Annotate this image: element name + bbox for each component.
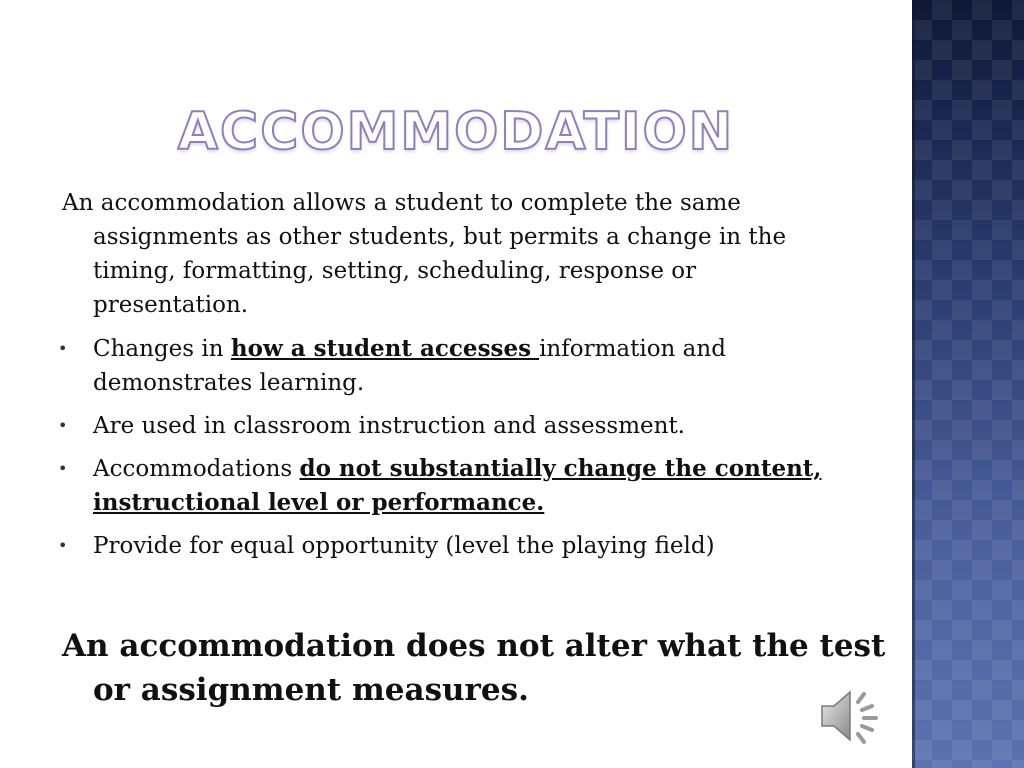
bullet-emphasis: do not substantially change the content, instructional level or performance. [93, 455, 822, 516]
closing-statement: An accommodation does not alter what the test or assignment measures. [62, 628, 886, 708]
speaker-icon[interactable] [818, 684, 886, 748]
bullet-emphasis: how a student accesses [230, 335, 540, 362]
bullet-text: Accommodations [93, 456, 300, 482]
bullet-dot: • [58, 536, 68, 555]
bullet-text-post: information and demonstrates learning. [93, 336, 726, 396]
decorative-sidebar [912, 0, 1024, 768]
bullet-text: Are used in classroom instruction and assessment. [93, 413, 685, 439]
sidebar-pattern [912, 0, 1024, 768]
bullet-item-3 [58, 452, 852, 520]
slide-title: ACCOMMODATION [177, 102, 735, 162]
bullet-text: Provide for equal opportunity (level the playing field) [93, 533, 715, 559]
bullet-item-4 [58, 529, 852, 563]
bullet-item-2 [58, 409, 852, 443]
bullet-text: Changes in [93, 336, 231, 362]
bullet-item-1 [58, 332, 852, 400]
slide-body [58, 186, 852, 572]
bullet-dot: • [58, 339, 68, 358]
bullet-dot: • [58, 416, 68, 435]
sidebar-edge [912, 0, 915, 768]
bullet-dot: • [58, 459, 68, 478]
intro-paragraph: An accommodation allows a student to complete the same assignments as other students, but permits a change in the timing, formatting, setting, scheduling, response or presentation. [62, 190, 787, 318]
